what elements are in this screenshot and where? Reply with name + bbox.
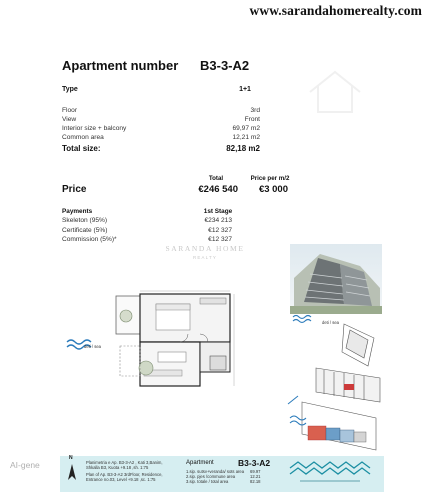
footer-area-value-3: 82.18 xyxy=(250,479,261,484)
footer-area-value-2: 12.21 xyxy=(250,474,261,479)
footer-apartment-label: Apartment xyxy=(186,460,214,466)
commission-value: €12 327 xyxy=(208,236,232,243)
price-per-m2-header: Price per m/2 xyxy=(250,175,290,182)
type-label: Type xyxy=(62,86,78,93)
north-letter: N xyxy=(69,455,73,461)
footer-area-label-3: 3.sip. totale / total area xyxy=(186,479,229,484)
view-value: Front xyxy=(244,116,260,123)
interior-size-label: Interior size + balcony xyxy=(62,125,127,132)
footer-legend-line3: Plan of Ap. B3-3-A2 3rdFloor, Residence, xyxy=(86,472,163,477)
site-key-plan xyxy=(284,322,384,458)
footer-waves-logo xyxy=(288,460,378,486)
footer-area-label-2: 2.sip. pjes /commune area xyxy=(186,474,236,479)
skeleton-value: €234 213 xyxy=(204,217,232,224)
floor-value: 3rd xyxy=(250,107,260,114)
common-area-label: Common area xyxy=(62,134,104,141)
footer-legend-line4: Entrance no.03, Level +9.18 ,sc. 1:75 xyxy=(86,477,156,482)
footer-apartment-number: B3-3-A2 xyxy=(238,458,271,468)
apartment-number-label: Apartment number xyxy=(62,58,179,73)
certificate-label: Certificate (5%) xyxy=(62,227,108,234)
ai-generated-badge: AI-gene xyxy=(10,460,40,470)
skeleton-label: Skeleton (95%) xyxy=(62,217,108,224)
faint-logo-watermark xyxy=(300,52,370,122)
type-value: 1+1 xyxy=(239,86,251,93)
apartment-sheet xyxy=(0,22,444,484)
common-area-value: 12,21 m2 xyxy=(232,134,260,141)
building-render-image xyxy=(290,244,382,314)
price-per-m2-value: €3 000 xyxy=(258,184,288,195)
commission-label: Commission (5%)* xyxy=(62,236,117,243)
watermark-line2: REALTY xyxy=(193,255,217,260)
price-total-header: Total xyxy=(208,175,224,182)
floor-label: Floor xyxy=(62,107,78,114)
price-total-value: €246 540 xyxy=(198,184,238,195)
footer-area-value-1: 69.97 xyxy=(250,469,261,474)
site-url[interactable]: www.sarandahomerealty.com xyxy=(249,3,422,18)
footer-area-label-1: 1.sip. sutsv+veranda/ sots area xyxy=(186,469,245,474)
interior-size-value: 69,97 m2 xyxy=(232,125,260,132)
total-size-label: Total size: xyxy=(62,144,101,153)
footer-legend-line2: Shkalla B3, Kuota +9.18 ,sh. 1:75 xyxy=(86,465,149,470)
payments-label: Payments xyxy=(62,208,93,215)
sea-label-left: deti / sea xyxy=(84,344,101,349)
apartment-number-value: B3-3-A2 xyxy=(200,58,250,73)
first-stage-label: 1st Stage xyxy=(203,208,233,215)
view-label: View xyxy=(62,116,77,123)
certificate-value: €12 327 xyxy=(208,227,232,234)
footer-legend-line1: Planimetria e Ap. B3-3-A2 , Kati 3,Banim, xyxy=(86,460,163,465)
total-size-value: 82,18 m2 xyxy=(226,144,260,153)
north-arrow-icon xyxy=(64,458,80,484)
watermark-line1: SARANDA HOME xyxy=(165,244,245,253)
sea-label-right: deti / sea xyxy=(322,320,339,325)
price-label: Price xyxy=(62,184,87,195)
